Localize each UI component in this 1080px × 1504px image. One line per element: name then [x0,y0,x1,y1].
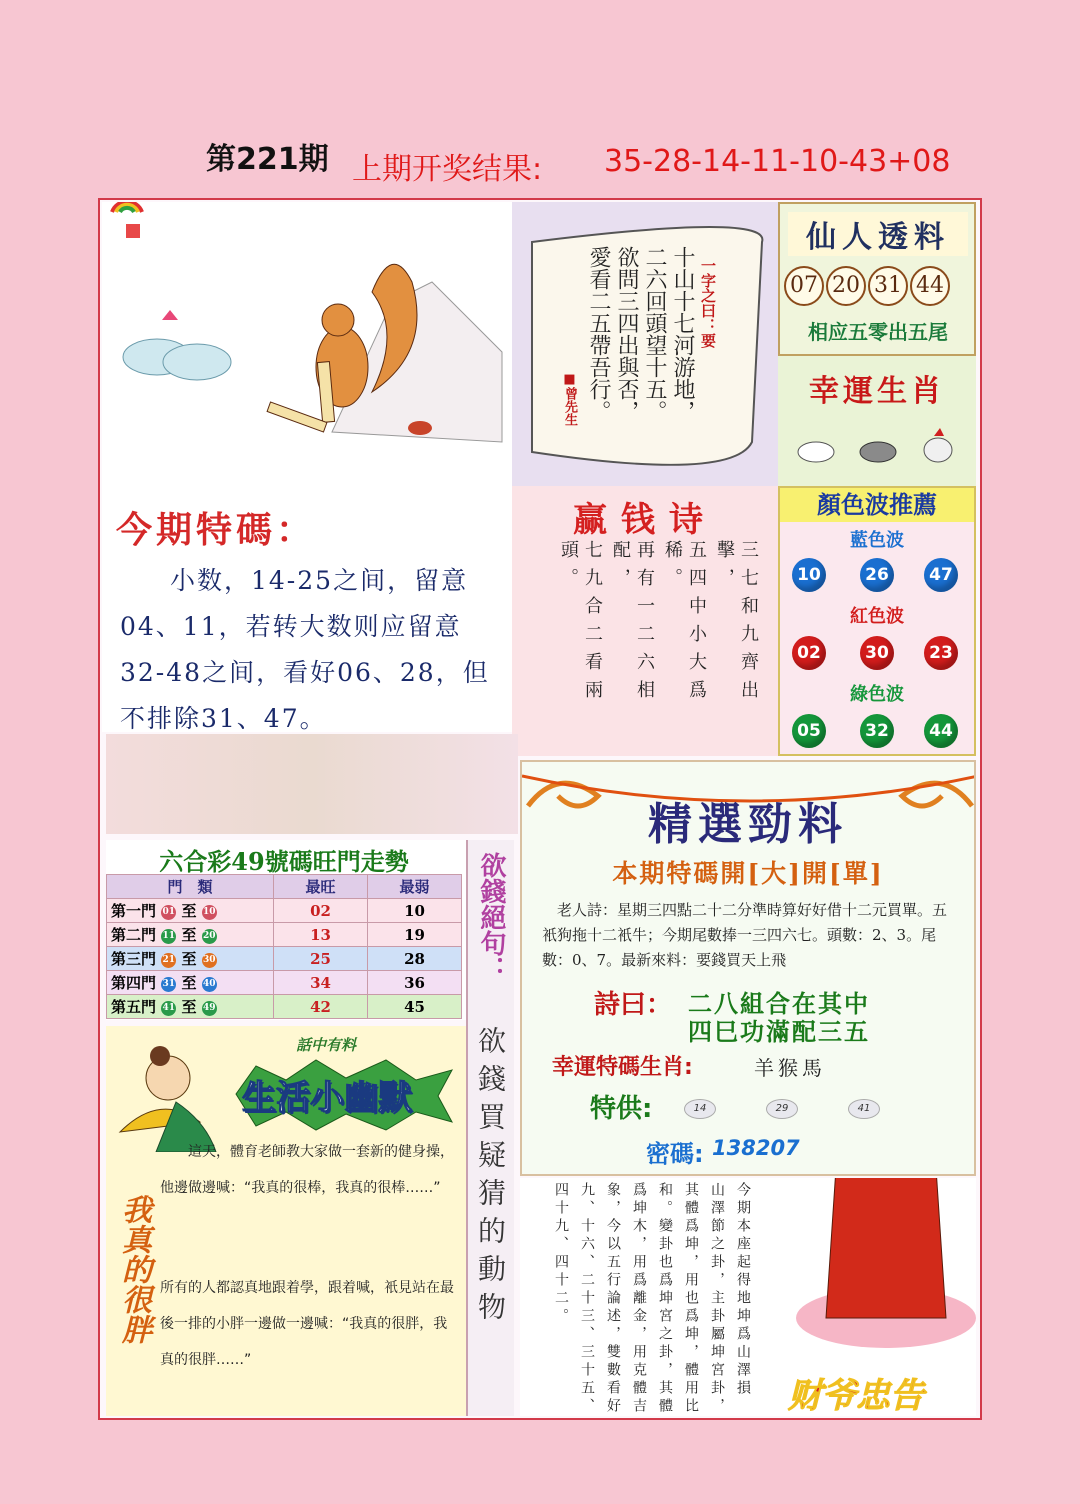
zodiac-animals-icon [778,424,976,484]
poem-line-2: 二六回頭望十五。 [642,246,667,422]
blurred-banner [106,734,518,834]
poem-line-4: 愛看二五帶吾行。 [586,246,611,422]
advice-col-1: 今期本座起得地坤爲山澤損 [735,1182,751,1398]
wave-ball: 05 [792,714,826,748]
selected-subtitle: 本期特碼開[大]開[單] [612,859,884,888]
special-code-box [102,486,512,732]
special-code-title: 今期特碼： [116,509,317,551]
win-poem-col-1: 三七和九齊出擊， [714,540,759,708]
immortal-caption: 相应五零出五尾 [808,320,948,344]
trend-box [106,840,466,1020]
wave-label-green: 綠色波 [850,684,904,705]
supply-numbers [684,1096,930,1119]
win-poem-col-4: 七九合二看兩頭。 [558,540,603,708]
wave-ball: 10 [792,558,826,592]
lucky-zodiac-value: 羊猴馬 [754,1056,826,1080]
trend-header: 門 類 [107,875,274,899]
color-wave-title: 顏色波推薦 [780,488,974,522]
advice-box [520,1178,976,1416]
wave-ball: 02 [792,636,826,670]
poem-line-1: 十山十七河游地， [670,246,695,422]
advice-col-6: 象，今以五行論述，雙數看好 [605,1182,621,1416]
advice-col-3: 其體爲坤，用也爲坤，體用比 [683,1182,699,1416]
color-wave-box [778,486,976,756]
last-draw-numbers: 35-28-14-11-10-43+08 [604,144,951,179]
supply-label: 特供: [590,1094,653,1124]
immortal-number: 07 [784,266,824,306]
poem-said-line-1: 二八組合在其中 [688,990,870,1018]
wave-ball: 44 [924,714,958,748]
password-label: 密碼: [646,1140,704,1168]
advice-title: 财爷忠告 [788,1376,924,1416]
money-phrase-body: 欲錢買疑猜的動物 [474,1026,507,1330]
password-value: 138207 [712,1136,800,1160]
squirrel-illustration [102,202,512,486]
wave-label-blue: 藍色波 [850,530,904,551]
lucky-zodiac-box [778,356,976,486]
lucky-zodiac-title: 幸運生肖 [809,374,945,409]
immortal-number: 44 [910,266,950,306]
wave-ball: 26 [860,558,894,592]
selected-verse: 老人詩：星期三四點二十二分準時算好好借十二元買單。五衹狗拖十二衹牛；今期尾數捧一三四六七。頭數：2、3。尾數：0、7。最新來料：要錢買天上飛 [542,901,948,969]
wave-ball: 30 [860,636,894,670]
trend-row: 第三門 21 至 30 25 28 [107,947,462,971]
god-of-wealth-illustration [776,1178,976,1348]
poem-side-label: 一字之曰：要 [699,258,717,348]
selected-title: 精選勁料 [648,799,848,850]
poem-author: ■曾先生 [562,372,577,426]
advice-col-5: 爲坤木，用爲離金，用克體吉 [631,1182,647,1416]
humor-side-text: 我真的很胖 [116,1194,151,1344]
scroll-poem [512,202,778,486]
poem-line-3: 欲問三四出與否， [614,246,639,422]
humor-box [106,1026,466,1416]
trend-title: 六合彩49號碼旺門走勢 [159,847,409,876]
trend-header: 最弱 [368,875,462,899]
issue-number: 第221期 [206,142,329,177]
immortal-numbers [784,266,974,306]
humor-paragraph-2: 所有的人都認真地跟着學，跟着喊，衹見站在最後一排的小胖一邊做一邊喊：“我真的很胖，我真的很胖……” [160,1280,454,1368]
immortal-number: 20 [826,266,866,306]
trend-row: 第二門 11 至 20 13 19 [107,923,462,947]
wave-ball: 47 [924,558,958,592]
advice-col-7: 九、十六、二十三、三十五、 [579,1182,595,1416]
wave-ball: 23 [924,636,958,670]
wave-label-red: 紅色波 [850,606,904,627]
special-code-text: 小数，14-25之间，留意04、11，若转大数则应留意32-48之间，看好06、28，但不排除31、47。 [120,566,490,732]
trend-row: 第五門 41 至 49 42 45 [107,995,462,1019]
money-phrase-box [466,840,514,1416]
trend-table [106,874,462,1019]
humor-paragraph-1: 這天，體育老師教大家做一套新的健身操，他邊做邊喊：“我真的很棒，我真的很棒……” [160,1144,454,1196]
poem-said-line-2: 四巳功滿配三五 [688,1018,870,1046]
supply-number: 29 [766,1099,798,1119]
humor-title: 生活小幽默 [242,1078,412,1118]
lucky-zodiac-label: 幸運特碼生肖: [552,1055,693,1080]
win-poem-box [512,486,778,756]
humor-tag: 話中有料 [296,1036,357,1054]
wave-ball: 32 [860,714,894,748]
trend-header: 最旺 [274,875,368,899]
selected-box [520,760,976,1176]
win-poem-title: 赢钱诗 [573,500,717,540]
advice-col-8: 四十九、四十二。 [553,1182,569,1326]
supply-number: 14 [684,1099,716,1119]
win-poem-col-3: 再有一二六相配， [610,540,655,708]
advice-col-2: 山澤節之卦，主卦屬坤宮卦， [709,1182,725,1416]
advice-col-4: 和。變卦也爲坤宮之卦，其體 [657,1182,673,1416]
supply-number: 41 [848,1099,880,1119]
money-phrase-head: 欲錢絕句： [476,852,506,982]
immortal-title: 仙人透料 [788,212,968,256]
poem-said-label: 詩曰： [594,990,673,1020]
immortal-box [778,202,976,356]
immortal-number: 31 [868,266,908,306]
trend-row: 第一門 01 至 10 02 10 [107,899,462,923]
trend-row: 第四門 31 至 40 34 36 [107,971,462,995]
newspaper-frame [98,198,982,1420]
last-draw-label: 上期开奖结果: [352,152,543,187]
win-poem-col-2: 五四中小大爲稀。 [662,540,707,708]
